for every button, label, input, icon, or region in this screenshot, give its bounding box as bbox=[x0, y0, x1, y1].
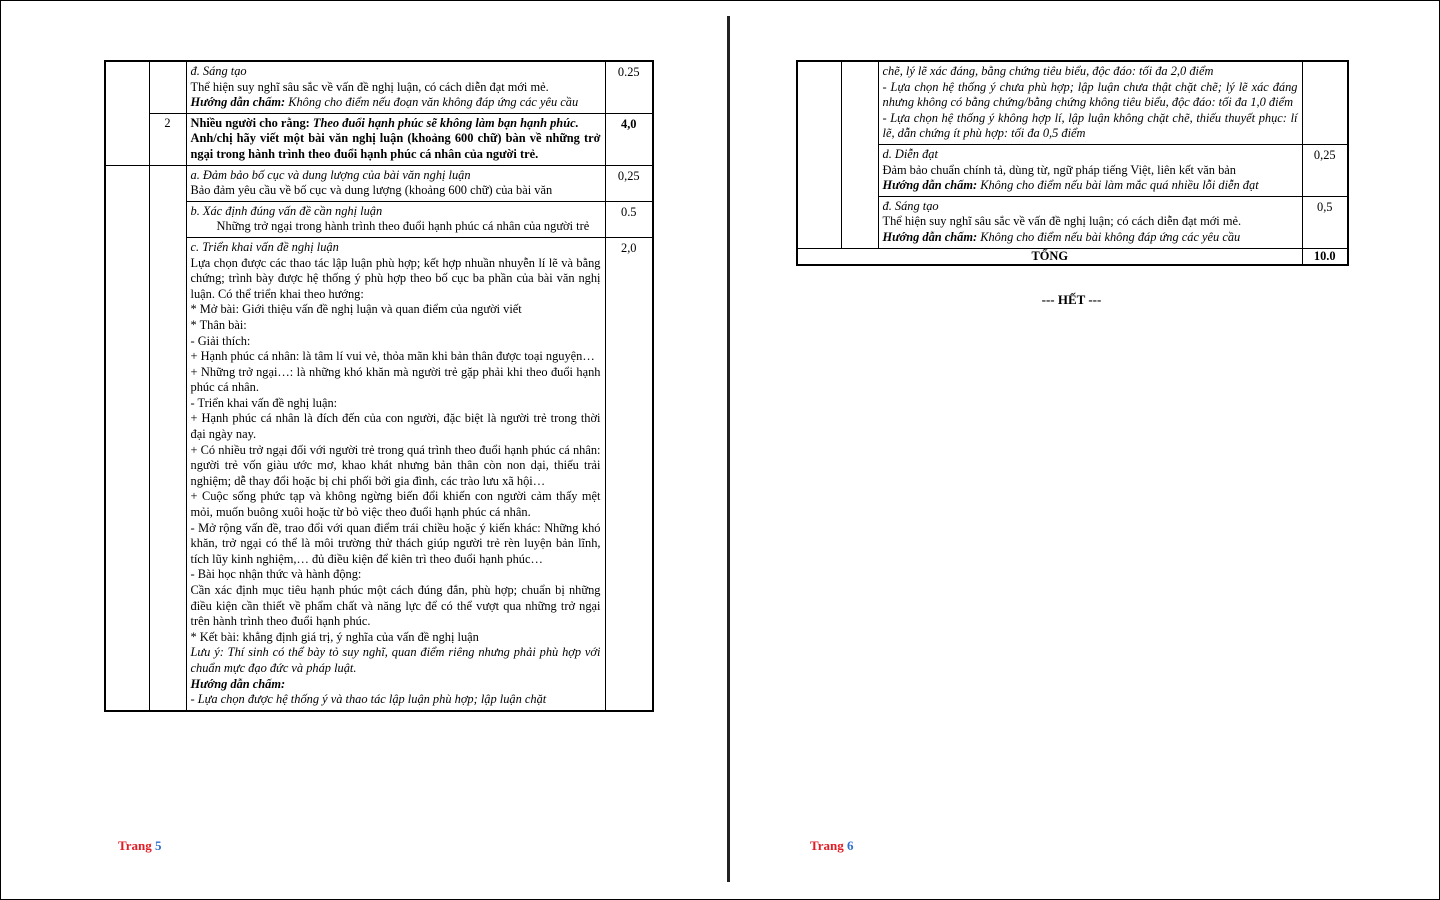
guide-label: Hướng dẫn chấm: bbox=[882, 178, 978, 193]
table-row bbox=[105, 165, 653, 201]
table-row bbox=[797, 144, 1348, 196]
body-line: + Cuộc sống phức tạp và không ngừng biến đổi khiến con người cảm thấy mệt mỏi, muốn buông xuôi hoặc từ bỏ việc theo đuổi hạnh phúc cá nhân. bbox=[190, 489, 601, 520]
body-line: - Lựa chọn hệ thống ý không hợp lí, lập luận không chặt chẽ, thiếu thuyết phục: lí lẽ, dẫn chứng ít phù hợp: tối đa 0,5 điểm bbox=[882, 110, 1298, 141]
body-line: * Mở bài: Giới thiệu vấn đề nghị luận và quan điểm của người viết bbox=[190, 302, 522, 317]
table-row bbox=[105, 201, 653, 237]
body-line: + Hạnh phúc cá nhân là đích đến của con người, đặc biệt là người trẻ trong thời đại ngày nay. bbox=[190, 411, 601, 442]
criterion-body: Những trở ngại trong hành trình theo đuổi hạnh phúc cá nhân của người trẻ bbox=[216, 219, 590, 234]
page-footer bbox=[118, 838, 161, 854]
guide-text: Không cho điểm nếu bài không đáp ứng các yêu cầu bbox=[977, 229, 1241, 244]
criterion-body: Thể hiện suy nghĩ sâu sắc về vấn đề nghị luận; có cách diễn đạt mới mẻ. bbox=[882, 214, 1242, 229]
body-line: * Thân bài: bbox=[190, 317, 247, 332]
criterion-title: c. Triển khai vấn đề nghị luận bbox=[190, 239, 339, 254]
page-footer bbox=[810, 838, 853, 854]
criterion-title: d. Diễn đạt bbox=[882, 146, 938, 161]
points-cell bbox=[1302, 61, 1348, 144]
body-line: - Bài học nhận thức và hành động: bbox=[190, 567, 362, 582]
criterion-body: Đảm bảo chuẩn chính tả, dùng từ, ngữ pháp tiếng Việt, liên kết văn bản bbox=[882, 162, 1236, 177]
scoring-table-page-6 bbox=[796, 60, 1349, 266]
total-row bbox=[797, 248, 1348, 265]
points-cell: 0.25 bbox=[605, 61, 653, 113]
body-line: - Triển khai vấn đề nghị luận: bbox=[190, 395, 338, 410]
table-row bbox=[797, 61, 1348, 144]
question-number-cell bbox=[149, 61, 186, 113]
body-line: * Kết bài: khẳng định giá trị, ý nghĩa của vấn đề nghị luận bbox=[190, 629, 479, 644]
guide-line: - Lựa chọn được hệ thống ý và thao tác lập luận phù hợp; lập luận chặt bbox=[190, 692, 547, 707]
prompt-lead: Nhiều người cho rằng: bbox=[190, 115, 313, 130]
criterion-title: b. Xác định đúng vấn đề cần nghị luận bbox=[190, 203, 383, 218]
total-label: TỔNG bbox=[797, 248, 1302, 265]
footer-label: Trang bbox=[810, 838, 844, 853]
body-line: chẽ, lý lẽ xác đáng, bằng chứng tiêu biểu, độc đáo: tối đa 2,0 điểm bbox=[882, 64, 1214, 78]
note-line: Lưu ý: Thí sinh có thể bày tỏ suy nghĩ, quan điểm riêng nhưng phải phù hợp với chuẩn mực đạo đức và pháp luật. bbox=[190, 645, 601, 675]
points-cell: 0,5 bbox=[1302, 196, 1348, 248]
criterion-body: Bảo đảm yêu cầu về bố cục và dung lượng (khoảng 600 chữ) của bài văn bbox=[190, 183, 553, 198]
page-divider bbox=[727, 16, 730, 882]
footer-label: Trang bbox=[118, 838, 152, 853]
body-line: + Hạnh phúc cá nhân: là tâm lí vui vẻ, thỏa mãn khi bản thân được toại nguyện… bbox=[190, 349, 595, 364]
section-cell bbox=[105, 61, 149, 165]
footer-page-number: 5 bbox=[154, 838, 162, 853]
table-row bbox=[797, 196, 1348, 248]
table-row bbox=[105, 113, 653, 165]
scoring-table-page-5 bbox=[104, 60, 654, 712]
points-cell: 0,25 bbox=[605, 165, 653, 201]
criterion-title: đ. Sáng tạo bbox=[190, 64, 247, 78]
criterion-body: Thể hiện suy nghĩ sâu sắc về vấn đề nghị luận, có cách diễn đạt mới mẻ. bbox=[190, 79, 549, 94]
guide-label: Hướng dẫn chấm: bbox=[882, 229, 978, 244]
points-cell: 2,0 bbox=[605, 237, 653, 710]
question-number: 2 bbox=[149, 113, 186, 165]
body-line: + Có nhiều trở ngại đối với người trẻ trong quá trình theo đuổi hạnh phúc cá nhân: người trẻ vốn giàu ước mơ, khao khát nhưng bản thân còn non dại, thiếu trải nghiệm; dễ thay đổi hoặc bị chi phối bởi gia đình, các trào lưu xã hội… bbox=[190, 442, 601, 488]
question-number-cell bbox=[841, 61, 878, 248]
points-cell: 4,0 bbox=[605, 113, 653, 165]
body-line: - Mở rộng vấn đề, trao đổi với quan điểm trái chiều hoặc ý kiến khác: Những khó khăn, trở ngại có thể là môi trường thử thách giúp người trẻ rèn luyện bản lĩnh, tích lũy kinh nghiệm,… đủ điều kiện để kiên trì theo đuổi hạnh phúc… bbox=[190, 520, 601, 566]
body-line: + Những trở ngại…: là những khó khăn mà người trẻ gặp phải khi theo đuổi hạnh phúc cá nhân. bbox=[190, 364, 601, 395]
prompt-quote: Theo đuổi hạnh phúc sẽ không làm bạn hạnh phúc. bbox=[312, 115, 579, 130]
criterion-title: đ. Sáng tạo bbox=[882, 198, 939, 213]
criterion-cell bbox=[878, 144, 1302, 196]
criterion-cell bbox=[186, 237, 605, 710]
table-row bbox=[105, 61, 653, 113]
section-cell bbox=[105, 165, 149, 711]
section-cell bbox=[797, 61, 841, 248]
guide-label: Hướng dẫn chấm: bbox=[190, 95, 286, 110]
guide-text: Không cho điểm nếu bài làm mắc quá nhiều lỗi diễn đạt bbox=[977, 178, 1259, 193]
total-value: 10.0 bbox=[1302, 248, 1348, 265]
points-cell: 0,25 bbox=[1302, 144, 1348, 196]
body-line: Lựa chọn được các thao tác lập luận phù hợp; kết hợp nhuần nhuyễn lí lẽ và bằng chứng; trình bày được hệ thống ý phù hợp theo bố cục ba phần của bài văn nghị luận. Có thể triển khai theo hướng: bbox=[190, 255, 601, 301]
footer-page-number: 6 bbox=[846, 838, 854, 853]
criterion-cell bbox=[186, 165, 605, 201]
criterion-cell bbox=[878, 61, 1302, 144]
criterion-title: a. Đảm bảo bố cục và dung lượng của bài văn nghị luận bbox=[190, 167, 471, 182]
guide-text: Không cho điểm nếu đoạn văn không đáp ứng các yêu cầu bbox=[285, 95, 579, 110]
guide-label: Hướng dẫn chấm: bbox=[190, 676, 286, 691]
body-line: Cần xác định mục tiêu hạnh phúc một cách đúng đắn, phù hợp; chuẩn bị những điều kiện cần thiết về phẩm chất và năng lực để có thể vượt qua những trở ngại trên hành trình theo đuổi hạnh phúc. bbox=[190, 583, 601, 629]
points-cell: 0.5 bbox=[605, 201, 653, 237]
end-mark: --- HẾT --- bbox=[1041, 292, 1102, 307]
prompt-task: Anh/chị hãy viết một bài văn nghị luận (khoảng 600 chữ) bàn về những trở ngại trong hành trình theo đuổi hạnh phúc cá nhân của người trẻ. bbox=[190, 131, 601, 161]
criterion-cell bbox=[186, 201, 605, 237]
criterion-cell bbox=[186, 61, 605, 113]
table-row bbox=[105, 237, 653, 710]
body-line: - Giải thích: bbox=[190, 333, 251, 348]
criterion-cell bbox=[878, 196, 1302, 248]
question-prompt bbox=[186, 113, 605, 165]
question-number-cell bbox=[149, 165, 186, 711]
body-line: - Lựa chọn hệ thống ý chưa phù hợp; lập luận chưa thật chặt chẽ; lý lẽ xác đáng nhưng không có bằng chứng/bằng chứng không tiêu biểu, độc đáo: tối đa 1,0 điểm bbox=[882, 79, 1298, 110]
